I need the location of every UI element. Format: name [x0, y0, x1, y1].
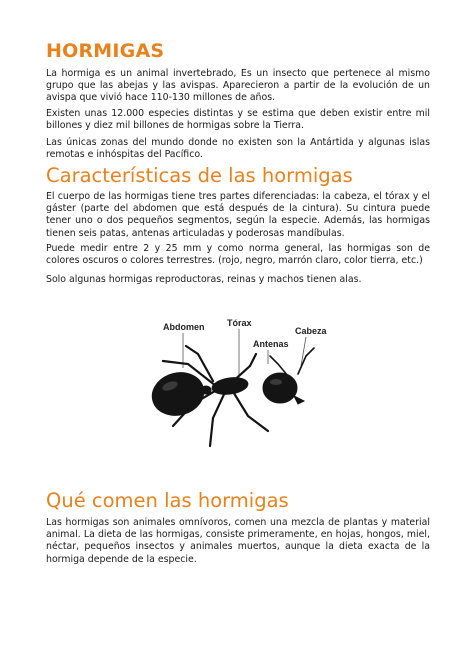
heading-que-comen: Qué comen las hormigas: [46, 489, 289, 512]
paragraph-zonas: Las únicas zonas del mundo donde no existen son la Antártida y algunas islas remotas e inhóspitas del Pacífico.: [46, 137, 430, 161]
ant-illustration: [147, 346, 314, 446]
label-torax: Tórax: [227, 318, 252, 328]
heading-hormigas: HORMIGAS: [46, 40, 165, 62]
label-antenas: Antenas: [253, 339, 289, 349]
paragraph-dieta: Las hormigas son animales omnívoros, comen una mezcla de plantas y material animal. La dieta de las hormigas, consiste primeramente, en hojas, hongos, miel, néctar, pequeños insectos y animales muertos, aunque la dieta exacta de la hormiga depende de la especie.: [46, 517, 430, 565]
paragraph-alas: Solo algunas hormigas reproductoras, reinas y machos tienen alas.: [46, 274, 362, 285]
paragraph-especies: Existen unas 12.000 especies distintas y se estima que deben existir entre mil billones y diez mil billones de hormigas sobre la Tierra.: [46, 108, 430, 132]
label-abdomen: Abdomen: [163, 322, 205, 332]
paragraph-cuerpo: El cuerpo de las hormigas tiene tres partes diferenciadas: la cabeza, el tórax y el gáster (parte del abdomen que está después de la cintura). Su cintura puede tener uno o dos pequeños segmentos, según la especie. Además, las hormigas tienen seis patas, antenas articuladas y poderosas mandíbulas.: [46, 191, 430, 239]
heading-caracteristicas: Características de las hormigas: [46, 164, 353, 187]
ant-diagram: [118, 306, 378, 456]
paragraph-medidas: Puede medir entre 2 y 25 mm y como norma general, las hormigas son de colores oscuros o colores terrestres. (rojo, negro, marrón claro, color tierra, etc.): [46, 243, 430, 267]
label-cabeza: Cabeza: [295, 326, 327, 336]
paragraph-intro: La hormiga es un animal invertebrado, Es un insecto que pertenece al mismo grupo que las abejas y las avispas. Aparecieron a partir de la evolución de un avispa que vivió hace 110-130 millones de años.: [46, 68, 430, 104]
